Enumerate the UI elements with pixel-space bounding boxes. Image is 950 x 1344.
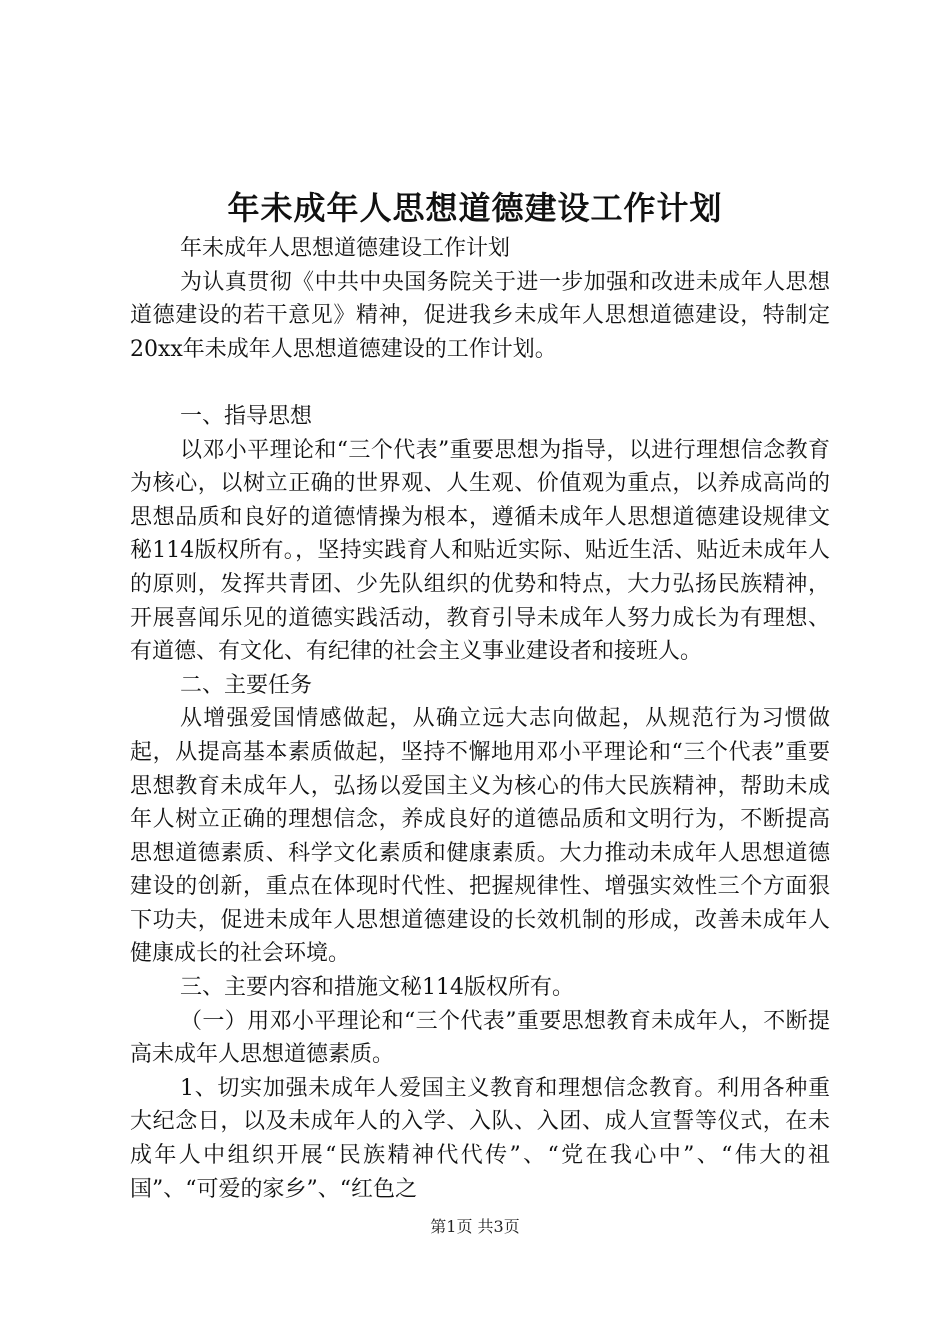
body-paragraph-intro: 为认真贯彻《中共中央国务院关于进一步加强和改进未成年人思想道德建设的若干意见》精神，促进我乡未成年人思想道德建设，特制定20xx年未成年人思想道德建设的工作计划。: [130, 269, 830, 362]
section-heading-guiding-thought: 一、指导思想: [180, 403, 313, 429]
body-paragraph-main-tasks: 从增强爱国情感做起，从确立远大志向做起，从规范行为习惯做起，从提高基本素质做起，坚持不懈地用邓小平理论和“三个代表”重要思想教育未成年人，弘扬以爱国主义为核心的伟大民族精神，帮助未成年人树立正确的理想信念，养成良好的道德品质和文明行为，不断提高思想道德素质、科学文化素质和健康素质。大力推动未成年人思想道德建设的创新，重点在体现时代性、把握规律性、增强实效性三个方面狠下功夫，促进未成年人思想道德建设的长效机制的形成，改善未成年人健康成长的社会环境。: [130, 706, 830, 967]
subsection-heading-one: （一）用邓小平理论和“三个代表”重要思想教育未成年人，不断提高未成年人思想道德素质。: [130, 1008, 830, 1068]
document-title: 年未成年人思想道德建设工作计划: [227, 189, 723, 227]
body-paragraph-item-one: 1、切实加强未成年人爱国主义教育和理想信念教育。利用各种重大纪念日，以及未成年人的入学、入队、入团、成人宣誓等仪式，在未成年人中组织开展“民族精神代代传”、“党在我心中”、“伟大的祖国”、“可爱的家乡”、“红色之: [130, 1075, 830, 1202]
section-heading-main-tasks: 二、主要任务: [180, 672, 313, 698]
body-paragraph-subtitle: 年未成年人思想道德建设工作计划: [180, 236, 511, 261]
page-footer: 第1页 共3页: [430, 1217, 520, 1236]
document-body: [130, 232, 830, 1206]
section-heading-content-measures: 三、主要内容和措施文秘114版权所有。: [180, 975, 574, 1001]
blank-line: [130, 366, 830, 400]
body-paragraph-guiding-thought: 以邓小平理论和“三个代表”重要思想为指导，以进行理想信念教育为核心，以树立正确的世界观、人生观、价值观为重点，以养成高尚的思想品质和良好的道德情操为根本，遵循未成年人思想道德建设规律文秘114版权所有。，坚持实践育人和贴近实际、贴近生活、贴近未成年人的原则，发挥共青团、少先队组织的优势和特点，大力弘扬民族精神，开展喜闻乐见的道德实践活动，教育引导未成年人努力成长为有理想、有道德、有文化、有纪律的社会主义事业建设者和接班人。: [130, 437, 830, 665]
